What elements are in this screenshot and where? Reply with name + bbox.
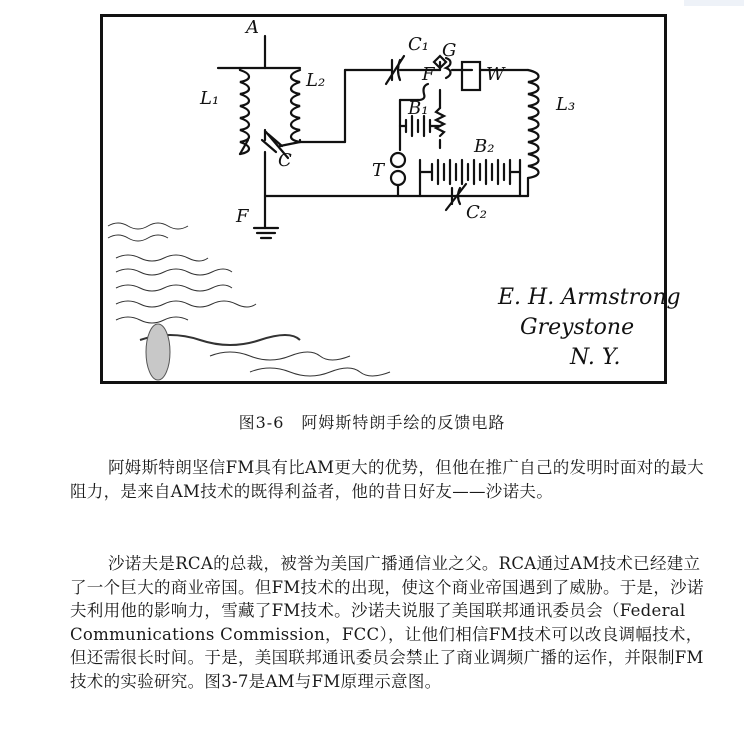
signature-line-1: E. H. Armstrong	[498, 285, 681, 310]
body-paragraph-1: 阿姆斯特朗坚信FM具有比AM更大的优势，但他在推广自己的发明时面对的最大阻力，是来自AM技术的既得利益者，他的昔日好友——沙诺夫。	[70, 458, 704, 501]
label-c: C	[278, 150, 292, 171]
signature-line-2: Greystone	[520, 315, 635, 340]
label-t: T	[372, 160, 385, 181]
label-l1: L₁	[200, 88, 220, 109]
label-c1: C₁	[408, 34, 429, 55]
label-w: W	[486, 64, 505, 85]
body-paragraph-2: 沙诺夫是RCA的总裁，被誉为美国广播通信业之父。RCA通过AM技术已经建立了一个巨大的商业帝国。但FM技术的出现，使这个商业帝国遇到了威胁。于是，沙诺夫利用他的影响力，雪藏了FM技术。沙诺夫说服了美国联邦通讯委员会（Federal Communications Commission，FCC），让他们相信FM技术可以改良调幅技术，但还需很长时间。于是，美国联邦通讯委员会禁止了商业调频广播的运作，并限制FM技术的实验研究。图3-7是AM与FM原理示意图。	[70, 554, 704, 691]
figure-caption: 图3-6 阿姆斯特朗手绘的反馈电路	[238, 413, 506, 432]
signature-line-3: N. Y.	[570, 345, 621, 370]
label-c2: C₂	[466, 202, 487, 223]
label-a: A	[246, 17, 259, 38]
label-f-ground: F	[236, 206, 249, 227]
label-b2: B₂	[474, 136, 495, 157]
label-l2: L₂	[306, 70, 326, 91]
label-g: G	[442, 40, 457, 61]
circuit-figure-frame	[100, 14, 667, 384]
label-b1: B₁	[408, 98, 429, 119]
label-l3: L₃	[556, 94, 576, 115]
top-accent-bar	[684, 0, 744, 6]
label-f-tube: F	[422, 64, 435, 85]
